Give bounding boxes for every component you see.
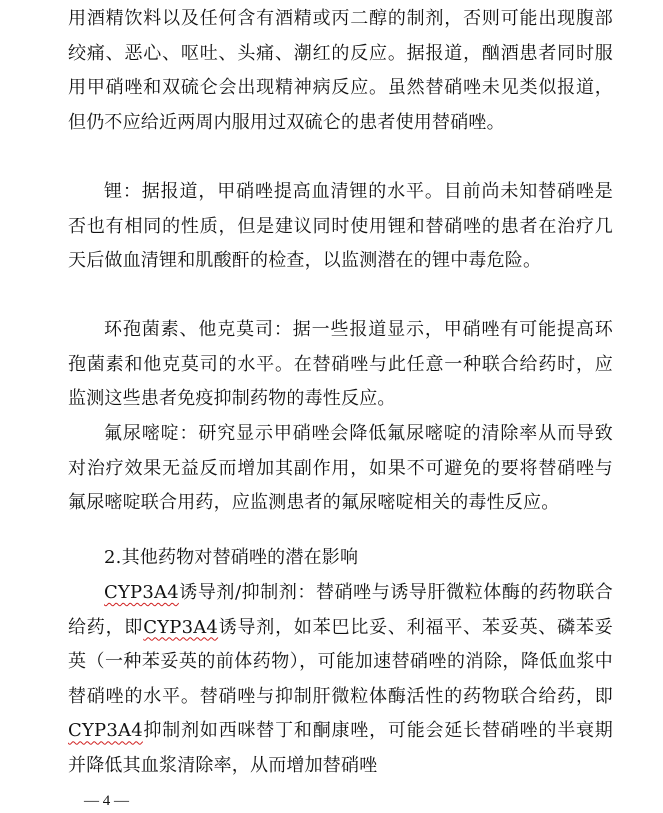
paragraph-segment: 抑制剂如西咪替丁和酮康唑，可能会延长替硝唑的半衰期并降低其血浆清除率，从而增加替硝唑 (68, 720, 613, 776)
cyp3a4-term: CYP3A4 (143, 616, 219, 638)
paragraph-segment: 诱导剂，如苯巴比妥、利福平、苯妥英、磷苯妥英（一种苯妥英的前体药物），可能加速替硝唑的消除，降低血浆中替硝唑的水平。替硝唑与抑制肝微粒体酶活性的药物联合给药，即 (68, 616, 613, 707)
cyp3a4-term: CYP3A4 (68, 720, 143, 742)
paragraph-fluorouracil: 氟尿嘧啶：研究显示甲硝唑会降低氟尿嘧啶的清除率从而导致对治疗效果无益反而增加其副作用，如果不可避免的要将替硝唑与氟尿嘧啶联合用药，应监测患者的氟尿嘧啶相关的毒性反应。 (68, 423, 613, 514)
page-number: — 4 — (84, 793, 129, 809)
paragraph-segment: 诱导剂/抑制剂：替硝唑与诱导肝微粒体酶的药物联合给药，即 (68, 582, 613, 638)
paragraph-lithium: 锂：据报道，甲硝唑提高血清锂的水平。目前尚未知替硝唑是否也有相同的性质，但是建议同时使用锂和替硝唑的患者在治疗几天后做血清锂和肌酸酐的检查，以监测潜在的锂中毒危险。 (68, 181, 613, 272)
cyp3a4-term: CYP3A4 (104, 582, 179, 603)
paragraph-cyp3a4 (68, 576, 613, 784)
paragraph-cyclosporine-tacrolimus: 环孢菌素、他克莫司：据一些报道显示，甲硝唑有可能提高环孢菌素和他克莫司的水平。在替硝唑与此任意一种联合给药时，应监测这些患者免疫抑制药物的毒性反应。 (68, 319, 613, 410)
paragraph-alcohol-warning: 用酒精饮料以及任何含有酒精或丙二醇的制剂，否则可能出现腹部绞痛、恶心、呕吐、头痛、潮红的反应。据报道，酗酒患者同时服用甲硝唑和双硫仑会出现精神病反应。虽然替硝唑未见类似报道，但仍不应给近两周内服用过双硫仑的患者使用替硝唑。 (68, 8, 613, 133)
section-heading: 2.其他药物对替硝唑的潜在影响 (104, 547, 359, 568)
